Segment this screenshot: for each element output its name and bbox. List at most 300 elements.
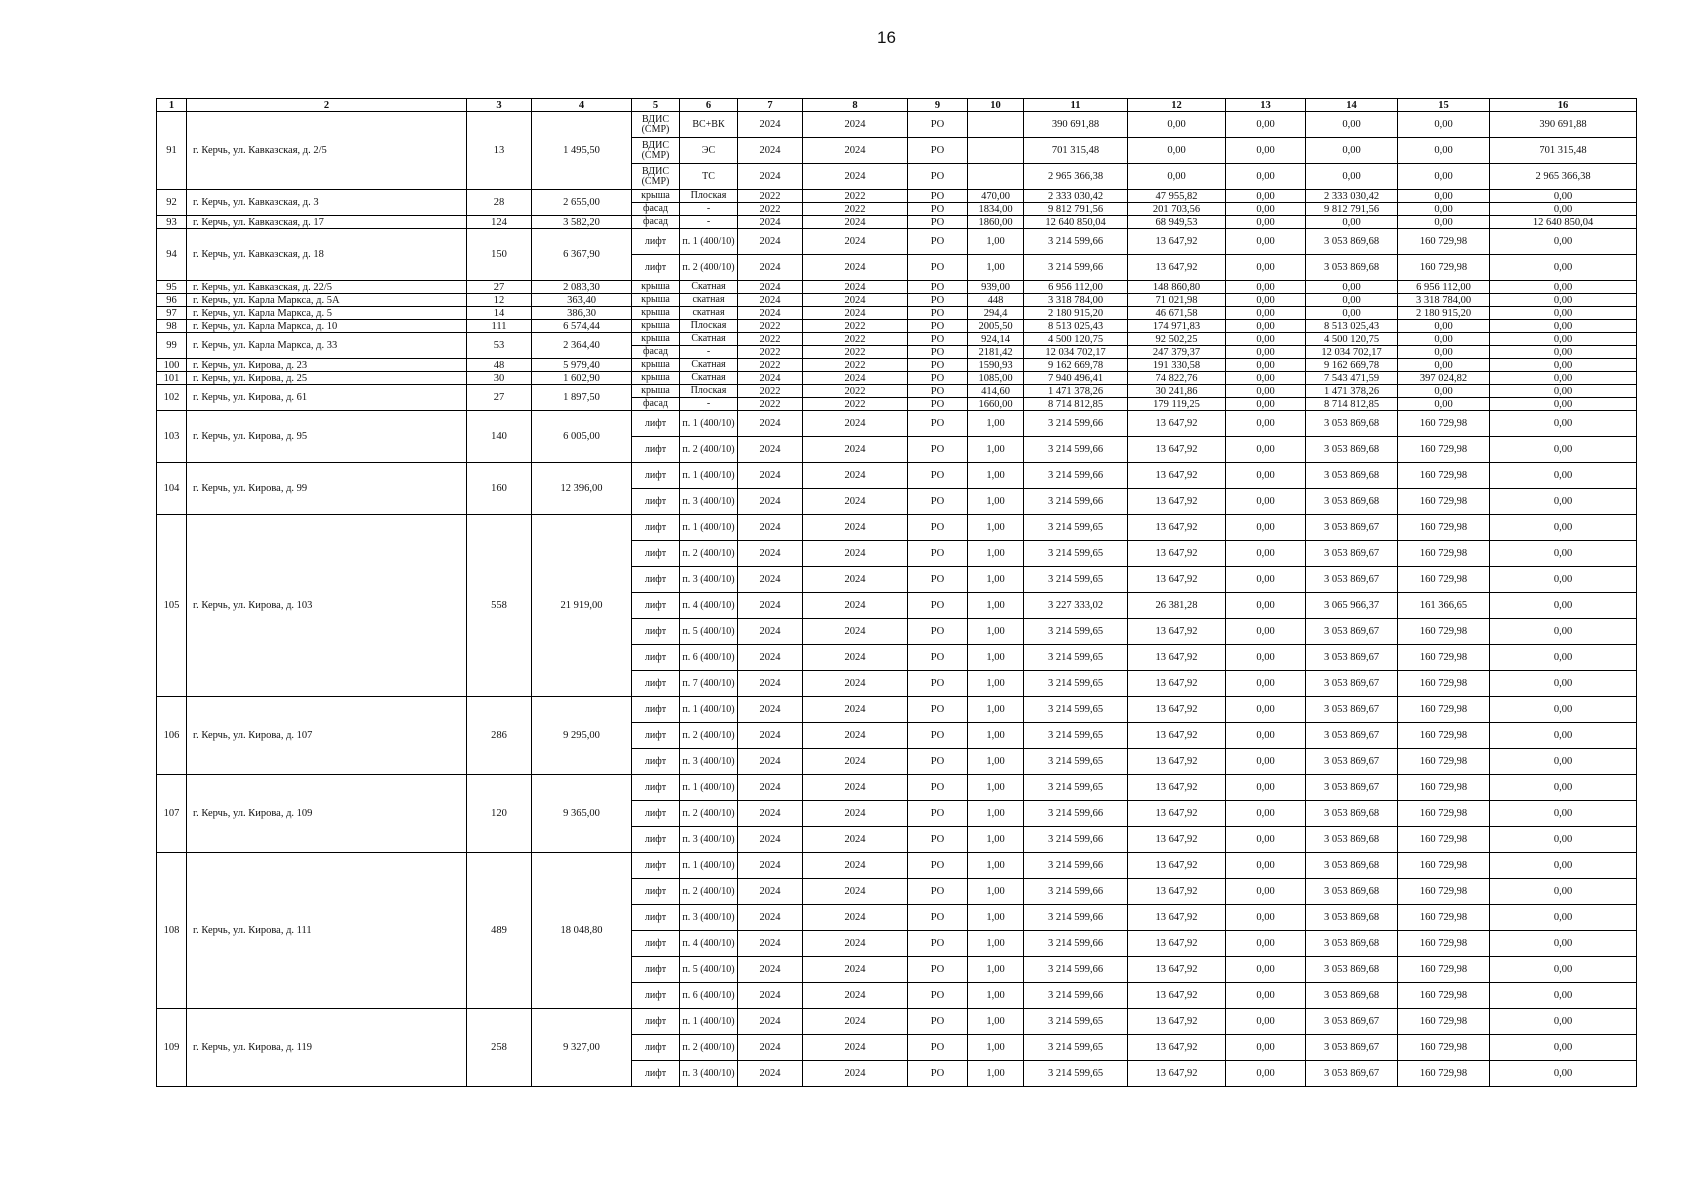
work-detail-cell: Плоская	[680, 385, 738, 398]
work-detail-cell: Плоская	[680, 320, 738, 333]
method-cell: РО	[908, 229, 968, 255]
address-cell: г. Керчь, ул. Кавказская, д. 3	[187, 190, 467, 216]
unit-cost-cell: 148 860,80	[1128, 281, 1226, 294]
work-type-cell: лифт	[632, 463, 680, 489]
unit-cost-cell: 179 119,25	[1128, 398, 1226, 411]
year-end-cell: 2024	[803, 1009, 908, 1035]
row-number-cell: 98	[157, 320, 187, 333]
method-cell: РО	[908, 463, 968, 489]
year-end-cell: 2024	[803, 138, 908, 164]
total-cost-cell: 3 214 599,65	[1024, 541, 1128, 567]
work-detail-cell: п. 3 (400/10)	[680, 567, 738, 593]
total-cost-cell: 3 214 599,65	[1024, 697, 1128, 723]
year-end-cell: 2024	[803, 567, 908, 593]
work-detail-cell: п. 1 (400/10)	[680, 775, 738, 801]
fund-cell: 0,00	[1226, 1035, 1306, 1061]
work-type-cell: лифт	[632, 931, 680, 957]
year-end-cell: 2024	[803, 619, 908, 645]
year-end-cell: 2024	[803, 164, 908, 190]
table-row	[157, 320, 1637, 333]
volume-cell: 1,00	[968, 463, 1024, 489]
method-cell: РО	[908, 437, 968, 463]
table-row	[157, 853, 1637, 879]
work-detail-cell: Скатная	[680, 281, 738, 294]
regional-funds-cell: 0,00	[1490, 541, 1637, 567]
column-header: 12	[1128, 99, 1226, 112]
work-detail-cell: ЭС	[680, 138, 738, 164]
owner-funds-cell: 160 729,98	[1398, 749, 1490, 775]
owner-funds-cell: 0,00	[1398, 203, 1490, 216]
method-cell: РО	[908, 138, 968, 164]
area-cell: 6 005,00	[532, 411, 632, 463]
year-start-cell: 2022	[738, 346, 803, 359]
work-type-cell: лифт	[632, 957, 680, 983]
method-cell: РО	[908, 281, 968, 294]
regional-funds-cell: 0,00	[1490, 372, 1637, 385]
method-cell: РО	[908, 775, 968, 801]
budget-cell: 3 053 869,68	[1306, 489, 1398, 515]
budget-cell: 9 162 669,78	[1306, 359, 1398, 372]
volume-cell: 1,00	[968, 749, 1024, 775]
work-detail-cell: п. 5 (400/10)	[680, 957, 738, 983]
budget-cell: 0,00	[1306, 307, 1398, 320]
work-detail-cell: п. 3 (400/10)	[680, 905, 738, 931]
method-cell: РО	[908, 307, 968, 320]
apartments-cell: 489	[467, 853, 532, 1009]
work-type-cell: фасад	[632, 216, 680, 229]
area-cell: 9 327,00	[532, 1009, 632, 1087]
method-cell: РО	[908, 203, 968, 216]
year-start-cell: 2024	[738, 489, 803, 515]
year-start-cell: 2024	[738, 619, 803, 645]
budget-cell: 1 471 378,26	[1306, 385, 1398, 398]
address-cell: г. Керчь, ул. Карла Маркса, д. 10	[187, 320, 467, 333]
work-detail-cell: п. 2 (400/10)	[680, 541, 738, 567]
volume-cell: 1,00	[968, 619, 1024, 645]
address-cell: г. Керчь, ул. Кавказская, д. 22/5	[187, 281, 467, 294]
regional-funds-cell: 0,00	[1490, 255, 1637, 281]
owner-funds-cell: 160 729,98	[1398, 645, 1490, 671]
row-number-cell: 102	[157, 385, 187, 411]
budget-cell: 3 053 869,67	[1306, 541, 1398, 567]
owner-funds-cell: 160 729,98	[1398, 541, 1490, 567]
owner-funds-cell: 160 729,98	[1398, 515, 1490, 541]
apartments-cell: 258	[467, 1009, 532, 1087]
year-end-cell: 2024	[803, 281, 908, 294]
total-cost-cell: 1 471 378,26	[1024, 385, 1128, 398]
volume-cell: 1,00	[968, 645, 1024, 671]
owner-funds-cell: 160 729,98	[1398, 229, 1490, 255]
work-type-cell: лифт	[632, 775, 680, 801]
owner-funds-cell: 0,00	[1398, 112, 1490, 138]
address-cell: г. Керчь, ул. Карла Маркса, д. 5А	[187, 294, 467, 307]
total-cost-cell: 3 214 599,66	[1024, 801, 1128, 827]
regional-funds-cell: 0,00	[1490, 801, 1637, 827]
year-end-cell: 2024	[803, 827, 908, 853]
work-type-cell: лифт	[632, 723, 680, 749]
budget-cell: 3 053 869,68	[1306, 983, 1398, 1009]
work-detail-cell: п. 2 (400/10)	[680, 879, 738, 905]
owner-funds-cell: 160 729,98	[1398, 697, 1490, 723]
volume-cell: 1660,00	[968, 398, 1024, 411]
year-start-cell: 2022	[738, 320, 803, 333]
row-number-cell: 92	[157, 190, 187, 216]
year-end-cell: 2024	[803, 411, 908, 437]
work-type-cell: крыша	[632, 294, 680, 307]
owner-funds-cell: 0,00	[1398, 333, 1490, 346]
unit-cost-cell: 13 647,92	[1128, 567, 1226, 593]
work-detail-cell: п. 2 (400/10)	[680, 255, 738, 281]
unit-cost-cell: 13 647,92	[1128, 723, 1226, 749]
work-type-cell: лифт	[632, 437, 680, 463]
method-cell: РО	[908, 1009, 968, 1035]
year-start-cell: 2024	[738, 983, 803, 1009]
budget-cell: 3 053 869,67	[1306, 775, 1398, 801]
fund-cell: 0,00	[1226, 723, 1306, 749]
apartments-cell: 53	[467, 333, 532, 359]
unit-cost-cell: 0,00	[1128, 112, 1226, 138]
work-type-cell: лифт	[632, 619, 680, 645]
column-header: 13	[1226, 99, 1306, 112]
regional-funds-cell: 0,00	[1490, 931, 1637, 957]
year-end-cell: 2024	[803, 593, 908, 619]
year-start-cell: 2024	[738, 957, 803, 983]
area-cell: 3 582,20	[532, 216, 632, 229]
owner-funds-cell: 160 729,98	[1398, 957, 1490, 983]
year-end-cell: 2022	[803, 320, 908, 333]
unit-cost-cell: 13 647,92	[1128, 983, 1226, 1009]
fund-cell: 0,00	[1226, 983, 1306, 1009]
owner-funds-cell: 160 729,98	[1398, 879, 1490, 905]
year-end-cell: 2022	[803, 398, 908, 411]
fund-cell: 0,00	[1226, 294, 1306, 307]
work-type-cell: лифт	[632, 879, 680, 905]
unit-cost-cell: 13 647,92	[1128, 463, 1226, 489]
owner-funds-cell: 0,00	[1398, 216, 1490, 229]
address-cell: г. Керчь, ул. Кирова, д. 111	[187, 853, 467, 1009]
work-type-cell: крыша	[632, 281, 680, 294]
apartments-cell: 12	[467, 294, 532, 307]
owner-funds-cell: 160 729,98	[1398, 983, 1490, 1009]
area-cell: 12 396,00	[532, 463, 632, 515]
apartments-cell: 140	[467, 411, 532, 463]
fund-cell: 0,00	[1226, 749, 1306, 775]
page-number: 16	[877, 28, 896, 47]
work-type-cell: лифт	[632, 1009, 680, 1035]
row-number-cell: 99	[157, 333, 187, 359]
address-cell: г. Керчь, ул. Карла Маркса, д. 5	[187, 307, 467, 320]
regional-funds-cell: 0,00	[1490, 320, 1637, 333]
table-row	[157, 112, 1637, 138]
year-end-cell: 2024	[803, 307, 908, 320]
year-start-cell: 2024	[738, 307, 803, 320]
unit-cost-cell: 74 822,76	[1128, 372, 1226, 385]
address-cell: г. Керчь, ул. Кирова, д. 119	[187, 1009, 467, 1087]
unit-cost-cell: 174 971,83	[1128, 320, 1226, 333]
work-detail-cell: п. 3 (400/10)	[680, 749, 738, 775]
fund-cell: 0,00	[1226, 112, 1306, 138]
budget-cell: 0,00	[1306, 294, 1398, 307]
year-end-cell: 2024	[803, 905, 908, 931]
unit-cost-cell: 13 647,92	[1128, 645, 1226, 671]
total-cost-cell: 3 214 599,66	[1024, 463, 1128, 489]
unit-cost-cell: 13 647,92	[1128, 931, 1226, 957]
address-cell: г. Керчь, ул. Кавказская, д. 18	[187, 229, 467, 281]
work-detail-cell: п. 3 (400/10)	[680, 1061, 738, 1087]
work-type-cell: лифт	[632, 411, 680, 437]
regional-funds-cell: 0,00	[1490, 879, 1637, 905]
total-cost-cell: 3 214 599,66	[1024, 983, 1128, 1009]
fund-cell: 0,00	[1226, 489, 1306, 515]
owner-funds-cell: 160 729,98	[1398, 827, 1490, 853]
budget-cell: 3 053 869,68	[1306, 827, 1398, 853]
year-start-cell: 2024	[738, 723, 803, 749]
work-type-cell: лифт	[632, 1061, 680, 1087]
column-header: 3	[467, 99, 532, 112]
work-detail-cell: п. 3 (400/10)	[680, 827, 738, 853]
year-start-cell: 2024	[738, 138, 803, 164]
unit-cost-cell: 68 949,53	[1128, 216, 1226, 229]
budget-cell: 3 053 869,68	[1306, 255, 1398, 281]
fund-cell: 0,00	[1226, 645, 1306, 671]
total-cost-cell: 3 214 599,66	[1024, 827, 1128, 853]
budget-cell: 3 053 869,68	[1306, 437, 1398, 463]
regional-funds-cell: 0,00	[1490, 853, 1637, 879]
unit-cost-cell: 13 647,92	[1128, 1035, 1226, 1061]
unit-cost-cell: 201 703,56	[1128, 203, 1226, 216]
table-row	[157, 281, 1637, 294]
year-end-cell: 2022	[803, 359, 908, 372]
owner-funds-cell: 0,00	[1398, 385, 1490, 398]
unit-cost-cell: 13 647,92	[1128, 1061, 1226, 1087]
year-end-cell: 2024	[803, 853, 908, 879]
table-row	[157, 1009, 1637, 1035]
fund-cell: 0,00	[1226, 619, 1306, 645]
table-body	[157, 112, 1637, 1087]
area-cell: 2 364,40	[532, 333, 632, 359]
total-cost-cell: 3 227 333,02	[1024, 593, 1128, 619]
owner-funds-cell: 0,00	[1398, 190, 1490, 203]
total-cost-cell: 8 513 025,43	[1024, 320, 1128, 333]
owner-funds-cell: 160 729,98	[1398, 801, 1490, 827]
owner-funds-cell: 160 729,98	[1398, 567, 1490, 593]
budget-cell: 9 812 791,56	[1306, 203, 1398, 216]
work-type-cell: лифт	[632, 645, 680, 671]
total-cost-cell: 3 214 599,65	[1024, 723, 1128, 749]
table-row	[157, 411, 1637, 437]
volume-cell: 1,00	[968, 853, 1024, 879]
owner-funds-cell: 160 729,98	[1398, 723, 1490, 749]
fund-cell: 0,00	[1226, 359, 1306, 372]
year-start-cell: 2024	[738, 1035, 803, 1061]
regional-funds-cell: 0,00	[1490, 593, 1637, 619]
volume-cell: 1,00	[968, 931, 1024, 957]
total-cost-cell: 3 214 599,66	[1024, 229, 1128, 255]
row-number-cell: 96	[157, 294, 187, 307]
unit-cost-cell: 13 647,92	[1128, 697, 1226, 723]
fund-cell: 0,00	[1226, 671, 1306, 697]
total-cost-cell: 6 956 112,00	[1024, 281, 1128, 294]
work-detail-cell: Плоская	[680, 190, 738, 203]
unit-cost-cell: 26 381,28	[1128, 593, 1226, 619]
unit-cost-cell: 13 647,92	[1128, 229, 1226, 255]
area-cell: 6 574,44	[532, 320, 632, 333]
year-start-cell: 2024	[738, 515, 803, 541]
method-cell: РО	[908, 489, 968, 515]
year-start-cell: 2022	[738, 333, 803, 346]
fund-cell: 0,00	[1226, 541, 1306, 567]
apartments-cell: 124	[467, 216, 532, 229]
column-header: 9	[908, 99, 968, 112]
volume-cell: 414,60	[968, 385, 1024, 398]
method-cell: РО	[908, 1061, 968, 1087]
volume-cell: 924,14	[968, 333, 1024, 346]
table-row	[157, 515, 1637, 541]
volume-cell: 1,00	[968, 1009, 1024, 1035]
budget-cell: 8 714 812,85	[1306, 398, 1398, 411]
column-header: 16	[1490, 99, 1637, 112]
fund-cell: 0,00	[1226, 593, 1306, 619]
method-cell: РО	[908, 372, 968, 385]
work-detail-cell: п. 1 (400/10)	[680, 229, 738, 255]
regional-funds-cell: 390 691,88	[1490, 112, 1637, 138]
year-start-cell: 2024	[738, 593, 803, 619]
total-cost-cell: 2 333 030,42	[1024, 190, 1128, 203]
work-type-cell: лифт	[632, 827, 680, 853]
fund-cell: 0,00	[1226, 307, 1306, 320]
total-cost-cell: 3 214 599,65	[1024, 645, 1128, 671]
method-cell: РО	[908, 385, 968, 398]
work-type-cell: ВДИС (СМР)	[632, 112, 680, 138]
owner-funds-cell: 6 956 112,00	[1398, 281, 1490, 294]
volume-cell: 1834,00	[968, 203, 1024, 216]
work-detail-cell: п. 1 (400/10)	[680, 411, 738, 437]
fund-cell: 0,00	[1226, 398, 1306, 411]
year-start-cell: 2024	[738, 229, 803, 255]
address-cell: г. Керчь, ул. Кирова, д. 23	[187, 359, 467, 372]
fund-cell: 0,00	[1226, 411, 1306, 437]
total-cost-cell: 3 214 599,65	[1024, 1009, 1128, 1035]
fund-cell: 0,00	[1226, 463, 1306, 489]
unit-cost-cell: 13 647,92	[1128, 489, 1226, 515]
fund-cell: 0,00	[1226, 1061, 1306, 1087]
unit-cost-cell: 247 379,37	[1128, 346, 1226, 359]
budget-cell: 0,00	[1306, 281, 1398, 294]
work-type-cell: фасад	[632, 398, 680, 411]
budget-cell: 3 053 869,68	[1306, 229, 1398, 255]
method-cell: РО	[908, 333, 968, 346]
owner-funds-cell: 0,00	[1398, 138, 1490, 164]
volume-cell: 1,00	[968, 697, 1024, 723]
regional-funds-cell: 0,00	[1490, 1035, 1637, 1061]
work-type-cell: лифт	[632, 1035, 680, 1061]
budget-cell: 3 053 869,68	[1306, 905, 1398, 931]
volume-cell: 1,00	[968, 541, 1024, 567]
total-cost-cell: 2 180 915,20	[1024, 307, 1128, 320]
budget-cell: 3 065 966,37	[1306, 593, 1398, 619]
owner-funds-cell: 160 729,98	[1398, 411, 1490, 437]
year-end-cell: 2022	[803, 346, 908, 359]
table-row	[157, 307, 1637, 320]
regional-funds-cell: 0,00	[1490, 307, 1637, 320]
year-end-cell: 2024	[803, 697, 908, 723]
fund-cell: 0,00	[1226, 372, 1306, 385]
volume-cell: 1,00	[968, 593, 1024, 619]
method-cell: РО	[908, 619, 968, 645]
year-end-cell: 2024	[803, 879, 908, 905]
total-cost-cell: 3 214 599,66	[1024, 957, 1128, 983]
regional-funds-cell: 0,00	[1490, 437, 1637, 463]
volume-cell: 448	[968, 294, 1024, 307]
method-cell: РО	[908, 749, 968, 775]
year-end-cell: 2022	[803, 385, 908, 398]
year-end-cell: 2024	[803, 983, 908, 1009]
method-cell: РО	[908, 320, 968, 333]
apartments-cell: 48	[467, 359, 532, 372]
owner-funds-cell: 0,00	[1398, 320, 1490, 333]
regional-funds-cell: 0,00	[1490, 398, 1637, 411]
year-end-cell: 2024	[803, 775, 908, 801]
area-cell: 9 295,00	[532, 697, 632, 775]
address-cell: г. Керчь, ул. Карла Маркса, д. 33	[187, 333, 467, 359]
regional-funds-cell: 0,00	[1490, 957, 1637, 983]
unit-cost-cell: 71 021,98	[1128, 294, 1226, 307]
work-detail-cell: п. 6 (400/10)	[680, 645, 738, 671]
unit-cost-cell: 13 647,92	[1128, 671, 1226, 697]
method-cell: РО	[908, 957, 968, 983]
volume-cell: 1,00	[968, 879, 1024, 905]
table-row	[157, 372, 1637, 385]
method-cell: РО	[908, 879, 968, 905]
budget-cell: 3 053 869,67	[1306, 749, 1398, 775]
year-end-cell: 2024	[803, 229, 908, 255]
work-type-cell: лифт	[632, 489, 680, 515]
method-cell: РО	[908, 645, 968, 671]
method-cell: РО	[908, 931, 968, 957]
total-cost-cell: 9 162 669,78	[1024, 359, 1128, 372]
unit-cost-cell: 46 671,58	[1128, 307, 1226, 320]
volume-cell: 1860,00	[968, 216, 1024, 229]
volume-cell: 1,00	[968, 775, 1024, 801]
budget-cell: 3 053 869,67	[1306, 515, 1398, 541]
work-detail-cell: -	[680, 203, 738, 216]
area-cell: 386,30	[532, 307, 632, 320]
apartments-cell: 30	[467, 372, 532, 385]
volume-cell: 1,00	[968, 983, 1024, 1009]
fund-cell: 0,00	[1226, 905, 1306, 931]
budget-cell: 4 500 120,75	[1306, 333, 1398, 346]
row-number-cell: 109	[157, 1009, 187, 1087]
volume-cell: 1,00	[968, 1035, 1024, 1061]
fund-cell: 0,00	[1226, 827, 1306, 853]
fund-cell: 0,00	[1226, 320, 1306, 333]
unit-cost-cell: 13 647,92	[1128, 775, 1226, 801]
budget-cell: 3 053 869,67	[1306, 1035, 1398, 1061]
unit-cost-cell: 13 647,92	[1128, 905, 1226, 931]
volume-cell: 1,00	[968, 801, 1024, 827]
method-cell: РО	[908, 216, 968, 229]
budget-cell: 3 053 869,67	[1306, 1061, 1398, 1087]
fund-cell: 0,00	[1226, 190, 1306, 203]
apartments-cell: 111	[467, 320, 532, 333]
total-cost-cell: 3 214 599,65	[1024, 775, 1128, 801]
unit-cost-cell: 92 502,25	[1128, 333, 1226, 346]
owner-funds-cell: 160 729,98	[1398, 255, 1490, 281]
regional-funds-cell: 0,00	[1490, 775, 1637, 801]
method-cell: РО	[908, 346, 968, 359]
year-start-cell: 2022	[738, 359, 803, 372]
year-end-cell: 2024	[803, 463, 908, 489]
